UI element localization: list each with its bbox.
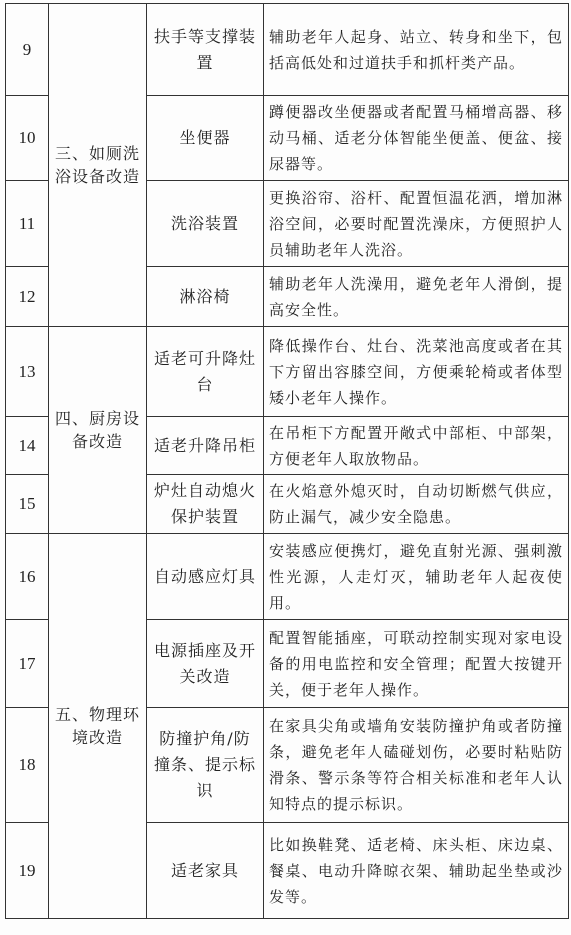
category-label: 三、如厕洗浴设备改造: [54, 144, 140, 186]
category-label: 四、厨房设备改造: [54, 409, 140, 451]
item-description: 安装感应便携灯，避免直射光源、强刺激性光源，人走灯灭，辅助老年人起夜使用。: [264, 534, 569, 620]
item-name: 电源插座及开关改造: [147, 620, 264, 708]
table-row: [6, 4, 569, 96]
item-description: 配置智能插座，可联动控制实现对家电设备的用电监控和安全管理；配置大按键开关，便于老年人操作。: [264, 620, 569, 708]
item-description: 比如换鞋凳、适老椅、床头柜、床边桌、餐桌、电动升降晾衣架、辅助起坐垫或沙发等。: [264, 823, 569, 919]
item-name: 适老升降吊柜: [147, 417, 264, 475]
item-name: 炉灶自动熄火保护装置: [147, 475, 264, 534]
row-number: 15: [6, 475, 49, 534]
item-description: 在家具尖角或墙角安装防撞护角或者防撞条，避免老年人磕碰划伤，必要时粘贴防滑条、警示条等符合相关标准和老年人认知特点的提示标识。: [264, 708, 569, 823]
row-number: 18: [6, 708, 49, 823]
renovation-items-table: [5, 3, 569, 919]
item-description: 在火焰意外熄灭时，自动切断燃气供应，防止漏气，减少安全隐患。: [264, 475, 569, 534]
category-cell: [49, 534, 147, 919]
item-description: 辅助老年人起身、站立、转身和坐下，包括高低处和过道扶手和抓杆类产品。: [264, 4, 569, 96]
item-name: 洗浴装置: [147, 181, 264, 267]
item-name: 适老可升降灶台: [147, 327, 264, 417]
row-number: 14: [6, 417, 49, 475]
item-name: 扶手等支撑装置: [147, 4, 264, 96]
row-number: 10: [6, 96, 49, 181]
item-description: 辅助老年人洗澡用，避免老年人滑倒，提高安全性。: [264, 267, 569, 327]
item-name: 防撞护角/防撞条、提示标识: [147, 708, 264, 823]
table-row: [6, 327, 569, 417]
item-description: 蹲便器改坐便器或者配置马桶增高器、移动马桶、适老分体智能坐便盖、便盆、接尿器等。: [264, 96, 569, 181]
item-description: 降低操作台、灶台、洗菜池高度或者在其下方留出容膝空间，方便乘轮椅或者体型矮小老年人操作。: [264, 327, 569, 417]
item-name: 适老家具: [147, 823, 264, 919]
category-label: 五、物理环境改造: [54, 705, 140, 747]
item-name: 坐便器: [147, 96, 264, 181]
row-number: 16: [6, 534, 49, 620]
category-cell: [49, 4, 147, 327]
row-number: 19: [6, 823, 49, 919]
item-name: 淋浴椅: [147, 267, 264, 327]
item-name: 自动感应灯具: [147, 534, 264, 620]
row-number: 13: [6, 327, 49, 417]
row-number: 9: [6, 4, 49, 96]
category-cell: [49, 327, 147, 534]
row-number: 17: [6, 620, 49, 708]
row-number: 12: [6, 267, 49, 327]
table-row: [6, 534, 569, 620]
row-number: 11: [6, 181, 49, 267]
item-description: 在吊柜下方配置开敞式中部柜、中部架，方便老年人取放物品。: [264, 417, 569, 475]
item-description: 更换浴帘、浴杆、配置恒温花洒，增加淋浴空间，必要时配置洗澡床，方便照护人员辅助老年人洗浴。: [264, 181, 569, 267]
